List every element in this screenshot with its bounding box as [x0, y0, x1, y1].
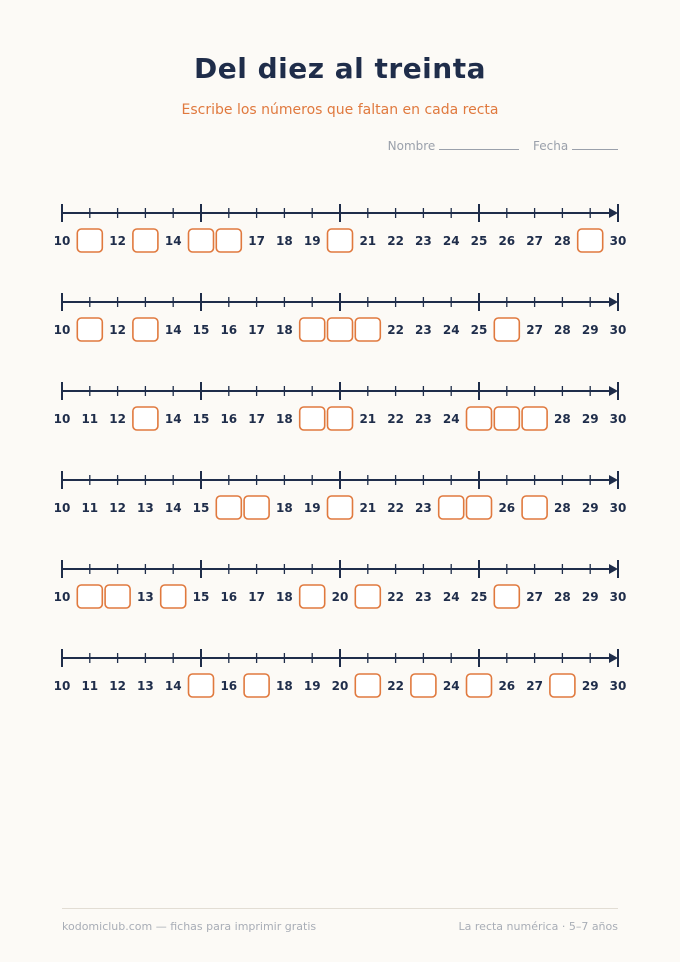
tick-label: 29: [581, 679, 599, 693]
tick-label: 22: [387, 501, 404, 515]
page-subtitle: Escribe los números que faltan en cada recta: [181, 102, 499, 118]
tick-label: 24: [442, 323, 460, 337]
tick-label: 20: [331, 679, 349, 693]
answer-box[interactable]: [578, 229, 603, 252]
answer-box[interactable]: [355, 674, 380, 697]
tick-label: 10: [53, 234, 71, 248]
tick-label: 15: [192, 501, 210, 515]
tick-label: 28: [554, 501, 571, 515]
tick-label: 11: [81, 412, 99, 426]
answer-box[interactable]: [355, 585, 380, 608]
tick-label: 18: [276, 234, 293, 248]
tick-label: 24: [442, 679, 460, 693]
tick-label: 12: [109, 501, 126, 515]
answer-box[interactable]: [550, 674, 575, 697]
tick-label: 14: [164, 501, 182, 515]
tick-label: 26: [498, 234, 516, 248]
tick-label: 11: [81, 679, 99, 693]
answer-box[interactable]: [300, 585, 325, 608]
tick-label: 19: [303, 234, 321, 248]
tick-label: 12: [109, 412, 126, 426]
answer-box[interactable]: [216, 496, 241, 519]
tick-label: 25: [470, 590, 488, 604]
page-title: Del diez al treinta: [194, 52, 486, 85]
tick-label: 19: [303, 501, 321, 515]
tick-label: 18: [276, 412, 293, 426]
answer-box[interactable]: [244, 496, 269, 519]
answer-box[interactable]: [189, 674, 214, 697]
tick-label: 28: [554, 234, 571, 248]
tick-label: 29: [581, 412, 599, 426]
tick-label: 17: [248, 323, 265, 337]
arrow-head: [609, 564, 618, 574]
answer-box[interactable]: [105, 585, 130, 608]
tick-label: 10: [53, 590, 71, 604]
tick-label: 27: [526, 590, 543, 604]
answer-box[interactable]: [494, 407, 519, 430]
tick-label: 13: [137, 501, 154, 515]
tick-label: 24: [442, 234, 460, 248]
tick-label: 23: [415, 501, 432, 515]
tick-label: 25: [470, 323, 488, 337]
tick-label: 17: [248, 412, 265, 426]
tick-label: 21: [359, 234, 377, 248]
tick-label: 13: [137, 590, 154, 604]
answer-box[interactable]: [328, 318, 353, 341]
tick-label: 30: [609, 501, 627, 515]
tick-label: 24: [442, 590, 460, 604]
answer-box[interactable]: [467, 496, 492, 519]
tick-label: 22: [387, 323, 404, 337]
tick-label: 16: [220, 679, 238, 693]
tick-label: 30: [609, 412, 627, 426]
tick-label: 29: [581, 323, 599, 337]
tick-label: 10: [53, 501, 71, 515]
name-label: Nombre: [387, 139, 436, 153]
footer-tagline: La recta numérica · 5–7 años: [458, 920, 618, 933]
footer-divider: [62, 908, 618, 909]
tick-label: 14: [164, 679, 182, 693]
tick-label: 16: [220, 323, 238, 337]
answer-box[interactable]: [355, 318, 380, 341]
tick-label: 11: [81, 501, 99, 515]
arrow-head: [609, 475, 618, 485]
arrow-head: [609, 297, 618, 307]
tick-label: 19: [303, 679, 321, 693]
answer-box[interactable]: [244, 674, 269, 697]
tick-label: 25: [470, 234, 488, 248]
tick-label: 24: [442, 412, 460, 426]
tick-label: 15: [192, 412, 210, 426]
tick-label: 18: [276, 323, 293, 337]
answer-box[interactable]: [300, 318, 325, 341]
tick-label: 14: [164, 234, 182, 248]
answer-box[interactable]: [467, 407, 492, 430]
tick-label: 21: [359, 412, 377, 426]
tick-label: 10: [53, 412, 71, 426]
tick-label: 30: [609, 590, 627, 604]
answer-box[interactable]: [494, 318, 519, 341]
tick-label: 28: [554, 412, 571, 426]
tick-label: 23: [415, 412, 432, 426]
tick-label: 26: [498, 679, 516, 693]
tick-label: 10: [53, 323, 71, 337]
tick-label: 15: [192, 323, 210, 337]
tick-label: 18: [276, 501, 293, 515]
tick-label: 12: [109, 323, 126, 337]
tick-label: 23: [415, 590, 432, 604]
tick-label: 12: [109, 234, 126, 248]
tick-label: 28: [554, 323, 571, 337]
tick-label: 20: [331, 590, 349, 604]
tick-label: 22: [387, 234, 404, 248]
tick-label: 27: [526, 323, 543, 337]
tick-label: 10: [53, 679, 71, 693]
answer-box[interactable]: [328, 229, 353, 252]
tick-label: 21: [359, 501, 377, 515]
answer-box[interactable]: [77, 318, 102, 341]
answer-box[interactable]: [133, 318, 158, 341]
tick-label: 16: [220, 590, 238, 604]
footer-site: kodomiclub.com — fichas para imprimir gratis: [62, 920, 317, 933]
answer-box[interactable]: [328, 407, 353, 430]
answer-box[interactable]: [77, 585, 102, 608]
answer-box[interactable]: [77, 229, 102, 252]
tick-label: 28: [554, 590, 571, 604]
answer-box[interactable]: [161, 585, 186, 608]
answer-box[interactable]: [494, 585, 519, 608]
tick-label: 30: [609, 679, 627, 693]
tick-label: 17: [248, 234, 265, 248]
answer-box[interactable]: [189, 229, 214, 252]
date-label: Fecha: [532, 139, 569, 153]
tick-label: 23: [415, 234, 432, 248]
tick-label: 29: [581, 590, 599, 604]
tick-label: 22: [387, 412, 404, 426]
arrow-head: [609, 386, 618, 396]
answer-box[interactable]: [133, 407, 158, 430]
tick-label: 15: [192, 590, 210, 604]
tick-label: 14: [164, 323, 182, 337]
answer-box[interactable]: [522, 407, 547, 430]
tick-label: 16: [220, 412, 238, 426]
tick-label: 18: [276, 679, 293, 693]
tick-label: 26: [498, 501, 516, 515]
tick-label: 22: [387, 590, 404, 604]
tick-label: 22: [387, 679, 404, 693]
answer-box[interactable]: [216, 229, 241, 252]
arrow-head: [609, 208, 618, 218]
tick-label: 27: [526, 234, 543, 248]
answer-box[interactable]: [467, 674, 492, 697]
answer-box[interactable]: [300, 407, 325, 430]
answer-box[interactable]: [439, 496, 464, 519]
tick-label: 23: [415, 323, 432, 337]
answer-box[interactable]: [522, 496, 547, 519]
tick-label: 13: [137, 679, 154, 693]
answer-box[interactable]: [133, 229, 158, 252]
tick-label: 17: [248, 590, 265, 604]
tick-label: 18: [276, 590, 293, 604]
tick-label: 14: [164, 412, 182, 426]
answer-box[interactable]: [328, 496, 353, 519]
tick-label: 12: [109, 679, 126, 693]
tick-label: 29: [581, 501, 599, 515]
tick-label: 30: [609, 323, 627, 337]
arrow-head: [609, 653, 618, 663]
tick-label: 27: [526, 679, 543, 693]
answer-box[interactable]: [411, 674, 436, 697]
tick-label: 30: [609, 234, 627, 248]
